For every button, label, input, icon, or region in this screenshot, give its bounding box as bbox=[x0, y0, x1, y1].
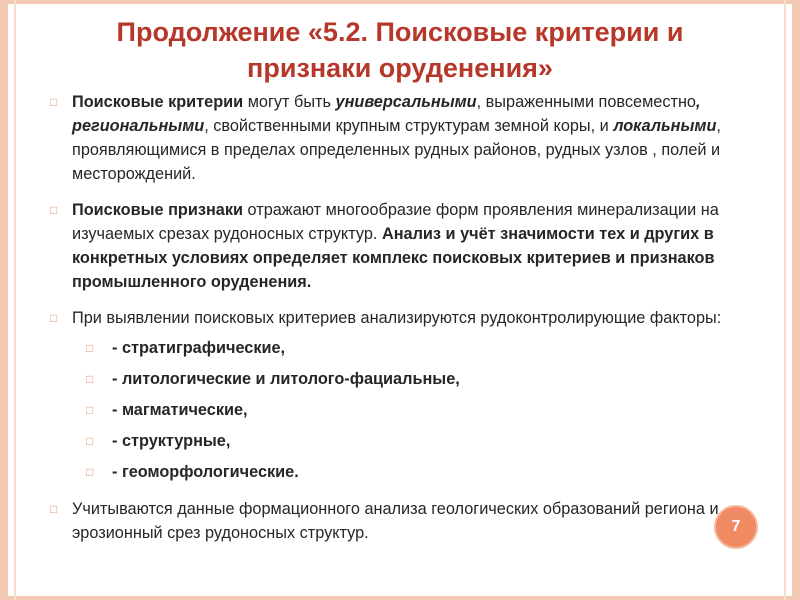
list-item bbox=[50, 460, 740, 485]
text-segment: При выявлении поисковых критериев анализируются рудоконтролирующие факторы: bbox=[72, 309, 722, 327]
frame-bottom-border bbox=[0, 596, 800, 600]
list-item bbox=[50, 336, 740, 361]
term-local: локальными bbox=[613, 117, 717, 135]
emphasis-analysis: Анализ и учёт значимости тех и других в конкретных условиях определяет комплекс поисковых критериев и признаков промышленного оруденения. bbox=[72, 225, 715, 291]
factor-label: - магматические, bbox=[112, 401, 248, 419]
text-segment: могут быть bbox=[243, 93, 336, 111]
square-bullet-icon: □ bbox=[86, 465, 94, 479]
frame-right-inner-line bbox=[784, 0, 786, 600]
list-item bbox=[50, 398, 740, 423]
square-bullet-icon: □ bbox=[50, 311, 58, 325]
paragraph-formation-analysis bbox=[50, 497, 740, 545]
square-bullet-icon: □ bbox=[86, 372, 94, 386]
square-bullet-icon: □ bbox=[86, 341, 94, 355]
text-segment: Учитываются данные формационного анализа геологических образований региона и эрозионный срез рудоносных структур. bbox=[72, 500, 719, 542]
square-bullet-icon: □ bbox=[86, 434, 94, 448]
frame-left-border bbox=[0, 0, 8, 600]
factor-label: - литологические и литолого-фациальные, bbox=[112, 370, 460, 388]
paragraph-search-signs bbox=[50, 198, 740, 294]
square-bullet-icon: □ bbox=[50, 502, 58, 516]
square-bullet-icon: □ bbox=[86, 403, 94, 417]
frame-right-border bbox=[792, 0, 800, 600]
factors-list bbox=[50, 336, 740, 485]
text-segment: отражают многообразие форм проявления минерализации на изучаемых срезах рудоносных структур. bbox=[72, 201, 719, 243]
text-segment: , выраженными повсеместно bbox=[476, 93, 696, 111]
list-item bbox=[50, 429, 740, 454]
page-number-badge: 7 bbox=[714, 505, 758, 549]
paragraph-search-criteria bbox=[50, 90, 740, 186]
frame-left-inner-line bbox=[14, 0, 16, 600]
term-regional: , региональными bbox=[72, 93, 701, 135]
text-segment: , свойственными крупным структурам земной коры, и bbox=[204, 117, 614, 135]
slide-body bbox=[50, 90, 740, 557]
text-segment: , проявляющимися в пределах определенных рудных районов, рудных узлов , полей и месторождений. bbox=[72, 117, 721, 183]
slide-title: Продолжение «5.2. Поисковые критерии и признаки оруденения» bbox=[116, 17, 684, 83]
square-bullet-icon: □ bbox=[50, 95, 58, 109]
square-bullet-icon: □ bbox=[50, 203, 58, 217]
term-search-criteria: Поисковые критерии bbox=[72, 93, 244, 111]
term-universal: универсальными bbox=[335, 93, 477, 111]
frame-top-border bbox=[0, 0, 800, 4]
factor-label: - структурные, bbox=[112, 432, 231, 450]
paragraph-factors-intro bbox=[50, 306, 740, 330]
factor-label: - стратиграфические, bbox=[112, 339, 286, 357]
list-item bbox=[50, 367, 740, 392]
factor-label: - геоморфологические. bbox=[112, 463, 299, 481]
term-search-signs: Поисковые признаки bbox=[72, 201, 244, 219]
